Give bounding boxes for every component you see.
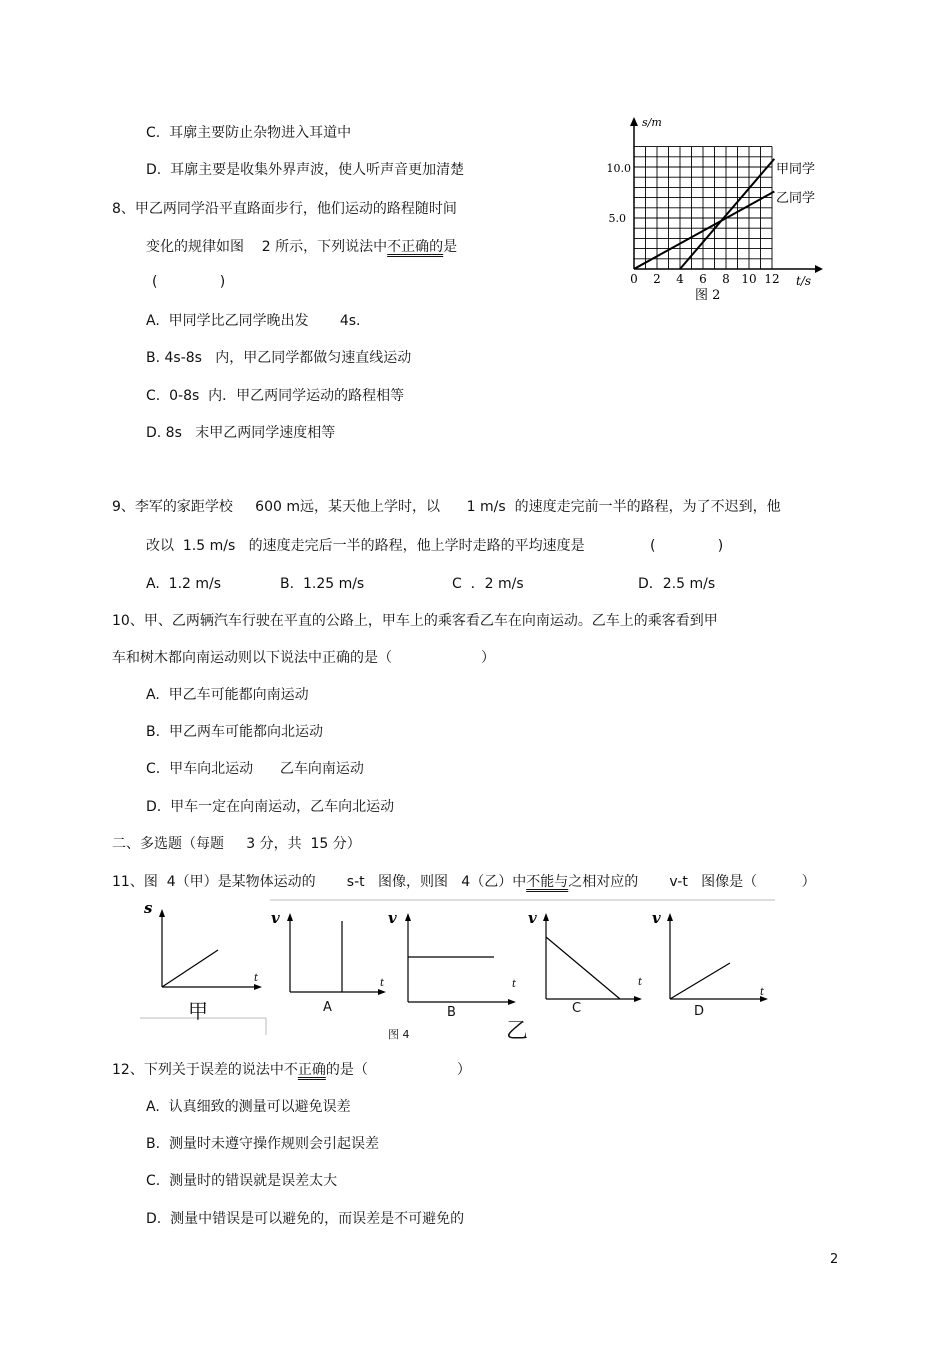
x-axis-arrow (815, 265, 823, 273)
q8-option-b: B. 4s-8s 内，甲乙同学都做匀速直线运动 (146, 350, 412, 366)
q9-option-b: B. 1.25 m/s (280, 576, 365, 592)
figure-4-graphs (130, 895, 790, 1045)
c-t-label: t (638, 977, 643, 988)
figure-2-st-graph (600, 112, 840, 312)
d-graph-label: D (694, 1004, 705, 1019)
page-number: 2 (830, 1252, 839, 1267)
q12-underlined-text: 正确 (297, 1062, 326, 1078)
q8-option-a: A. 甲同学比乙同学晚出发 4s. (146, 313, 361, 329)
q11-stem-part-a: 11、图 4（甲）是某物体运动的 s-t 图像，则图 4（乙）中 (112, 874, 527, 890)
c-v-label: v (528, 909, 537, 927)
q10-stem-line1: 10、甲、乙两辆汽车行驶在平直的公路上，甲车上的乘客看乙车在向南运动。乙车上的乘客看到甲 (112, 613, 718, 629)
yi-graph-label: 乙 (506, 1019, 529, 1044)
q8-stem-line2 (146, 238, 457, 256)
d-t-label: t (760, 987, 765, 998)
q10-stem-line2: 车和树木都向南运动则以下说法中正确的是（ ） (112, 650, 496, 666)
q11-stem (112, 873, 816, 891)
q8-option-d: D. 8s 末甲乙两同学速度相等 (146, 425, 336, 441)
x-tick-labels (630, 272, 779, 286)
yi-line (634, 191, 774, 269)
x-tick-8: 8 (722, 272, 730, 286)
x-tick-10: 10 (741, 272, 757, 286)
q11-underlined-text: 不能与 (526, 874, 569, 890)
graph-c-vt (528, 909, 643, 1002)
q9-option-d: D．2.5 m/s (638, 576, 716, 592)
x-tick-2: 2 (653, 272, 661, 286)
jia-t-label: t (254, 973, 259, 984)
c-graph-line (546, 937, 620, 999)
x-tick-6: 6 (699, 272, 707, 286)
q9-option-c: C ．2 m/s (452, 576, 524, 592)
a-t-label: t (380, 978, 385, 989)
q12-option-c: C. 测量时的错误就是误差太大 (146, 1173, 338, 1189)
q8-underlined-text: 不正确的 (387, 239, 444, 255)
x-tick-0: 0 (630, 272, 638, 286)
x-unit-label: t/s (796, 274, 812, 288)
a-v-label: v (271, 909, 280, 927)
graph-a-vt (271, 909, 386, 995)
q9-answer-paren: ( ) (650, 538, 724, 554)
jia-s-label: s (144, 899, 153, 917)
a-graph-label: A (323, 1000, 332, 1015)
x-tick-12: 12 (764, 272, 780, 286)
q12-option-a: A. 认真细致的测量可以避免误差 (146, 1099, 351, 1115)
q10-option-a: A. 甲乙车可能都向南运动 (146, 687, 309, 703)
c-graph-label: C (572, 1001, 582, 1016)
q9-stem-line1: 9、李军的家距学校 600 m远，某天他上学时，以 1 m/s 的速度走完前一半的路程，为了不迟到，他 (112, 499, 781, 515)
b-graph-label: B (447, 1005, 456, 1020)
q8-option-c: C. 0-8s 内．甲乙两同学运动的路程相等 (146, 388, 405, 404)
q8-answer-paren: ( ) (152, 274, 226, 290)
y-tick-5: 5.0 (608, 212, 626, 225)
figure-2-caption: 图 2 (695, 288, 721, 303)
q12-stem-part-b: 的是（ ） (325, 1062, 471, 1078)
section-2-heading: 二、多选题（每题 3 分，共 15 分） (112, 836, 361, 852)
q8-stem-part-a: 变化的规律如图 2 所示，下列说法中 (146, 239, 388, 255)
q9-option-a: A. 1.2 m/s (146, 576, 222, 592)
graph-d-vt (652, 909, 768, 1002)
y-tick-10: 10.0 (606, 162, 631, 175)
b-t-label: t (512, 979, 517, 990)
q11-stem-part-b: 之相对应的 v-t 图像是（ ） (568, 874, 816, 890)
d-v-label: v (652, 909, 661, 927)
q10-option-d: D. 甲车一定在向南运动，乙车向北运动 (146, 799, 395, 815)
x-tick-4: 4 (676, 272, 684, 286)
jia-graph-line (162, 950, 218, 987)
q7-option-d: D. 耳廓主要是收集外界声波，使人听声音更加清楚 (146, 162, 465, 178)
q7-option-c: C. 耳廓主要防止杂物进入耳道中 (146, 125, 352, 141)
b-v-label: v (388, 909, 397, 927)
d-graph-line (670, 963, 730, 999)
q12-stem-part-a: 12、下列关于误差的说法中不 (112, 1062, 298, 1078)
q9-stem-line2: 改以 1.5 m/s 的速度走完后一半的路程，他上学时走路的平均速度是 (146, 538, 585, 554)
q12-option-d: D. 测量中错误是可以避免的，而误差是不可避免的 (146, 1211, 465, 1227)
q12-stem (112, 1061, 471, 1079)
q8-stem-line1: 8、甲乙两同学沿平直路面步行，他们运动的路程随时间 (112, 201, 457, 217)
q10-option-c: C. 甲车向北运动 乙车向南运动 (146, 761, 364, 777)
legend-jia: 甲同学 (776, 162, 816, 177)
jia-graph-label: 甲 (188, 999, 208, 1023)
figure-2-grid (634, 147, 772, 269)
q10-option-b: B. 甲乙两车可能都向北运动 (146, 724, 323, 740)
q8-stem-part-b: 是 (443, 239, 458, 255)
graph-jia-st (144, 899, 262, 990)
q12-option-b: B. 测量时未遵守操作规则会引起误差 (146, 1136, 379, 1152)
y-axis-arrow (630, 117, 638, 126)
graph-b-vt (388, 909, 517, 1005)
y-unit-label: s/m (642, 116, 662, 129)
legend-yi: 乙同学 (776, 191, 816, 206)
figure-4-caption: 图 4 (388, 1028, 410, 1041)
